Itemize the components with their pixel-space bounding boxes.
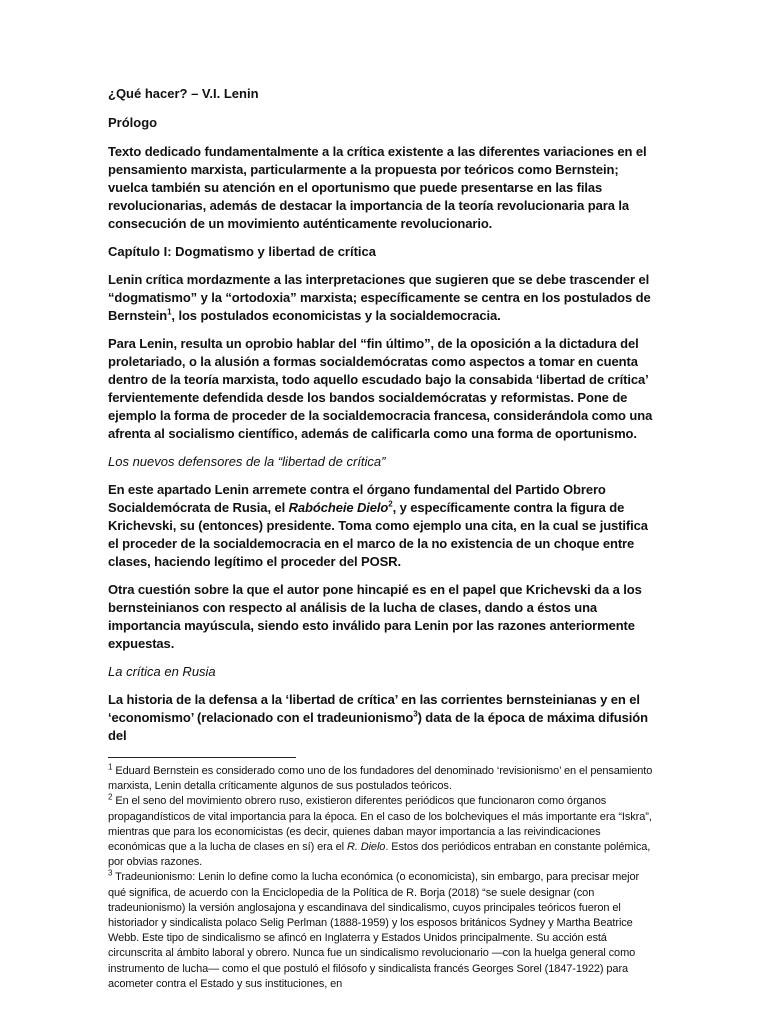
footnote-separator [108, 757, 296, 758]
footnote-2-newspaper: R. Dielo [346, 841, 386, 854]
footnote-ref-3[interactable]: 3 [413, 709, 418, 719]
paragraph-prologue: Texto dedicado fundamentalmente a la crítica existente a las diferentes variaciones en el pensamiento marxista, particularmente a la propuesta por teóricos como Bernstein; vuelca también su atención en el oportunismo que puede presentarse en las filas revolucionarias, además de destacar la importancia de la teoría revolucionaria para la consecución de un movimiento auténticamente revolucionario. [108, 144, 647, 231]
paragraph-3-text: En este apartado Lenin arremete contra el órgano fundamental del Partido Obrero Socialdemócrata de Rusia, el [108, 482, 606, 515]
paragraph-5-text: La historia de la defensa a la ‘libertad de crítica’ en las corrientes bernsteinianas y en el ‘economismo’ (relacionado con el tradeunionismo [108, 692, 640, 725]
footnote-3 [108, 870, 660, 992]
footnote-2-text-end: . Estos dos periódicos entraban en constante polémica, por obvias razones. [108, 841, 651, 869]
paragraph-1-text: Lenin crítica mordazmente a las interpretaciones que sugieren que se debe trascender el “dogmatismo” y la “ortodoxia” marxista; específicamente se centra en los postulados de Bernstein [108, 272, 651, 323]
footnote-2-text: En el seno del movimiento obrero ruso, existieron diferentes periódicos que funcionaron como órganos propagandísticos de vital importancia para la época. En el caso de los bolcheviques el más importante era “Iskra”, mientras que para los economicistas (es decir, quienes daban mayor importancia a las reivindicaciones económicas que a la lucha de clases en sí) era el [108, 795, 652, 854]
footnote-ref-1[interactable]: 1 [167, 307, 172, 317]
paragraph-3 [108, 481, 660, 571]
footnote-number-2: 2 [108, 792, 113, 802]
newspaper-name: Rabócheie Dielo [288, 500, 389, 515]
document-title: ¿Qué hacer? – V.I. Lenin [108, 86, 259, 101]
paragraph-1 [108, 271, 660, 325]
paragraph-4: Otra cuestión sobre la que el autor pone hincapié es en el papel que Krichevski da a los bernsteinianos con respecto al análisis de la lucha de clases, dando a éstos una importancia mayúscula, siendo esto inválido para Lenin por las razones anteriormente expuestas. [108, 582, 642, 651]
footnote-1 [108, 764, 660, 794]
paragraph-1-text-end: , los postulados economicistas y la socialdemocracia. [171, 308, 501, 323]
chapter-heading: Capítulo I: Dogmatismo y libertad de crítica [108, 244, 376, 259]
paragraph-2: Para Lenin, resulta un oprobio hablar del “fin último”, de la oposición a la dictadura del proletariado, o la alusión a formas socialdemócratas como aspectos a tomar en cuenta dentro de la teoría marxista, todo aquello escudado bajo la consabida ‘libertad de crítica’ fervientemente defendida desde los bandos socialdemócratas y reformistas. Pone de ejemplo la forma de proceder de la socialdemocracia francesa, considerándola como una afrenta al socialismo científico, además de calificarla como una forma de oportunismo. [108, 336, 653, 441]
section-heading-prologo: Prólogo [108, 115, 158, 130]
footnote-number-1: 1 [108, 762, 113, 772]
subheading-nuevos-defensores: Los nuevos defensores de la “libertad de crítica” [108, 454, 386, 469]
paragraph-3-text-end: , y específicamente contra la figura de Krichevski, su (entonces) presidente. Toma como ejemplo una cita, en la cual se justifica el proceder de la socialdemocracia en el marco de la no existencia de un choque entre clases, haciendo legítimo el proceder del POSR. [108, 500, 648, 569]
footnote-1-text: Eduard Bernstein es considerado como uno de los fundadores del denominado ‘revisionismo’ en el pensamiento marxista, Lenin detalla críticamente algunos de sus postulados teóricos. [108, 765, 653, 793]
paragraph-5 [108, 691, 660, 745]
paragraph-5-text-end: ) data de la época de máxima difusión del [108, 710, 648, 743]
footnote-ref-2[interactable]: 2 [388, 499, 393, 509]
footnote-2 [108, 794, 660, 870]
footnote-3-text: Tradeunionismo: Lenin lo define como la lucha económica (o economicista), sin embargo, para precisar mejor qué significa, de acuerdo con la Enciclopedia de la Política de R. Borja (2018) “se suele designar (con tradeunionismo) la versión anglosajona y escandinava del sindicalismo, cuyos principales teóricos fueron el historiador y sindicalista polaco Selig Perlman (1888-1959) y los esposos británicos Sydney y Martha Beatrice Webb. Este tipo de sindicalismo se afincó en Inglaterra y Estados Unidos principalmente. Su acción está circunscrita al ámbito laboral y obrero. Nunca fue un sindicalismo revolucionario —con la huelga general como instrumento de lucha— como el que postuló el filósofo y sindicalista francés Georges Sorel (1847-1922) para acometer contra el Estado y sus instituciones, en [108, 871, 640, 990]
subheading-critica-rusia: La crítica en Rusia [108, 664, 216, 679]
footnote-number-3: 3 [108, 868, 113, 878]
